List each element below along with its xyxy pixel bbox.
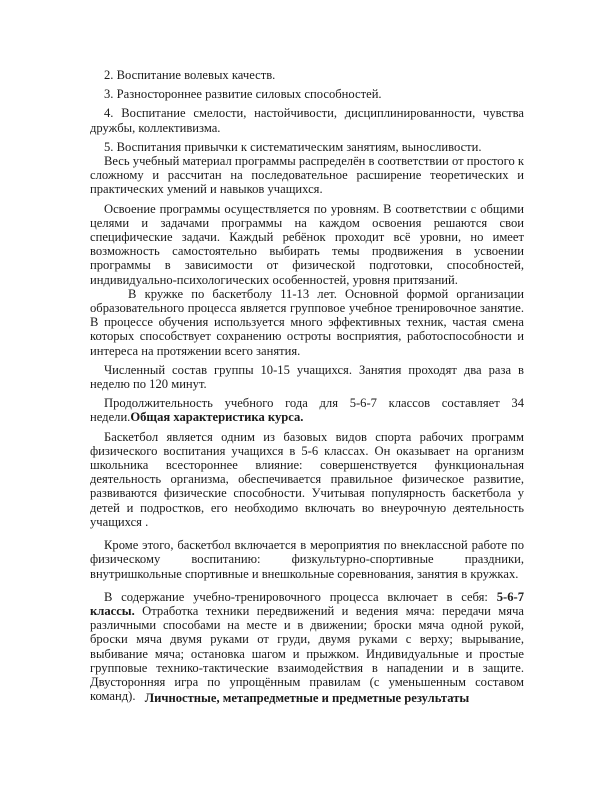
paragraph-levels: Освоение программы осуществляется по уровням. В соответствии с общими целями и задачами программы на каждом освоения решаются свои специфические задачи. Каждый ребёнок проходит всё уровни, но имеет возможность самостоятельно выбирать темы продвижения в усвоении программы в зависимости от физической подготовки, способностей, индивидуально-психологических особенностей, уровня притязаний. xyxy=(90,201,524,287)
paragraph-circle: В кружке по баскетболу 11-13 лет. Основной формой организации образовательного процесса является групповое учебное тренировочное занятие. В процессе обучения используется много эффективных техник, частая смена которых способствует сохранению остроты восприятия, работоспособности и интереса на протяжении всего занятия. xyxy=(90,286,524,358)
goal-item-3: 3. Разностороннее развитие силовых способностей. xyxy=(104,87,382,102)
paragraph-besides: Кроме этого, баскетбол включается в мероприятия по внеклассной работе по физическому воспитанию: физкультурно-спортивные праздники, внутришкольные спортивные и внешкольные соревнования, занятия в кружках. xyxy=(90,538,524,581)
content-body: Отработка техники передвижений и ведения мяча: передачи мяча различными способами на месте и в движении; броски мяча одной рукой, броски мяча двумя руками от груди, двумя руками с верху; вырывание, выбивание мяча; остановка шагом и прыжком. Индивидуальные и простые групповые технико-тактические взаимодействия в нападении и в защите. Двусторонняя игра по упрощённым правилам (с уменьшенным составом команд). xyxy=(90,603,524,704)
paragraph-material: Весь учебный материал программы распределён в соответствии от простого к сложному и рассчитан на последовательное расширение теоретических и практических умений и навыков учащихся. xyxy=(90,154,525,197)
course-heading: Общая характеристика курса. xyxy=(130,410,304,425)
paragraph-content xyxy=(90,590,524,704)
content-intro: В содержание учебно-тренировочного процесса включает в себя: xyxy=(104,589,488,604)
duration-text: Продолжительность учебного года для 5-6-7 классов составляет 34 недели. xyxy=(90,396,524,425)
goal-item-5: 5. Воспитания привычки к систематическим занятиям, выносливости. xyxy=(104,139,482,154)
results-heading: Личностные, метапредметные и предметные результаты xyxy=(144,691,470,705)
goal-item-4: 4. Воспитание смелости, настойчивости, дисциплинированности, чувства дружбы, коллективизма. xyxy=(90,106,524,135)
paragraph-duration xyxy=(90,396,524,424)
document-body xyxy=(90,68,524,703)
paragraph-group: Численный состав группы 10-15 учащихся. Занятия проходят два раза в неделю по 120 минут. xyxy=(90,362,524,392)
classes-label: 5-6-7 классы. xyxy=(90,589,524,618)
goal-item-2: 2. Воспитание волевых качеств. xyxy=(104,68,276,82)
paragraph-basketball: Баскетбол является одним из базовых видов спорта рабочих программ физического воспитания учащихся в 5-6 классах. Он оказывает на организм школьника всестороннее влияние: совершенствуется функциональная деятельность организма, обеспечивается правильное физическое развитие, развиваются физические способности. Учитывая популярность баскетбола у детей и подростков, его необходимо включать во внеурочную деятельность учащихся . xyxy=(90,429,524,529)
